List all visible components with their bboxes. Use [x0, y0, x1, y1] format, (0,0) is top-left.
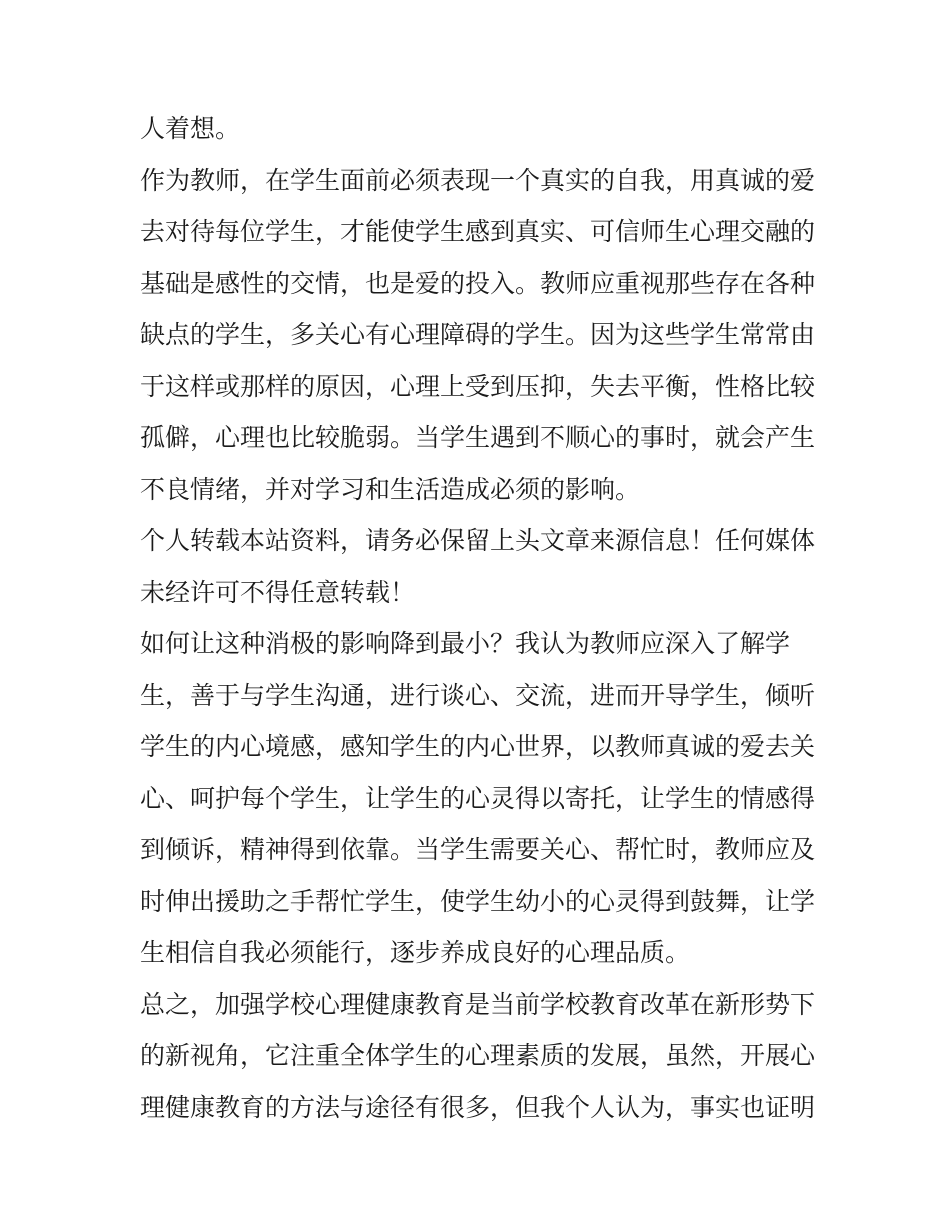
text-line: 到倾诉，精神得到依靠。当学生需要关心、帮忙时，教师应及: [140, 835, 816, 864]
text-line: 生，善于与学生沟通，进行谈心、交流，进而开导学生，倾听: [140, 680, 816, 710]
text-line: 未经许可不得任意转载！: [140, 577, 416, 607]
text-line: 去对待每位学生，才能使学生感到真实、可信师生心理交融的: [140, 217, 816, 246]
text-line: 于这样或那样的原因，心理上受到压抑，失去平衡，性格比较: [140, 371, 816, 401]
text-line: 生相信自我必须能行，逐步养成良好的心理品质。: [140, 938, 691, 967]
text-line: 人着想。: [140, 114, 241, 143]
text-line: 心、呵护每个学生，让学生的心灵得以寄托，让学生的情感得: [140, 783, 816, 813]
body-text: [140, 103, 820, 1133]
text-line: 不良情绪，并对学习和生活造成必须的影响。: [140, 474, 641, 504]
text-line: 学生的内心境感，感知学生的内心世界，以教师真诚的爱去关: [140, 732, 816, 761]
text-line: 时伸出援助之手帮忙学生，使学生幼小的心灵得到鼓舞，让学: [140, 886, 816, 916]
text-line: 总之，加强学校心理健康教育是当前学校教育改革在新形势下: [140, 989, 816, 1019]
text-line: 孤僻，心理也比较脆弱。当学生遇到不顺心的事时，就会产生: [140, 423, 816, 452]
text-line: 作为教师，在学生面前必须表现一个真实的自我，用真诚的爱: [140, 165, 816, 195]
text-line: 缺点的学生，多关心有心理障碍的学生。因为这些学生常常由: [140, 320, 816, 349]
text-line: 理健康教育的方法与途径有很多，但我个人认为，事实也证明: [140, 1092, 816, 1122]
text-line: 个人转载本站资料，请务必保留上头文章来源信息！任何媒体: [140, 526, 816, 555]
text-line: 基础是感性的交情，也是爱的投入。教师应重视那些存在各种: [140, 268, 816, 298]
text-line: 如何让这种消极的影响降到最小？我认为教师应深入了解学: [140, 629, 791, 658]
text-line: 的新视角，它注重全体学生的心理素质的发展，虽然，开展心: [140, 1041, 816, 1070]
